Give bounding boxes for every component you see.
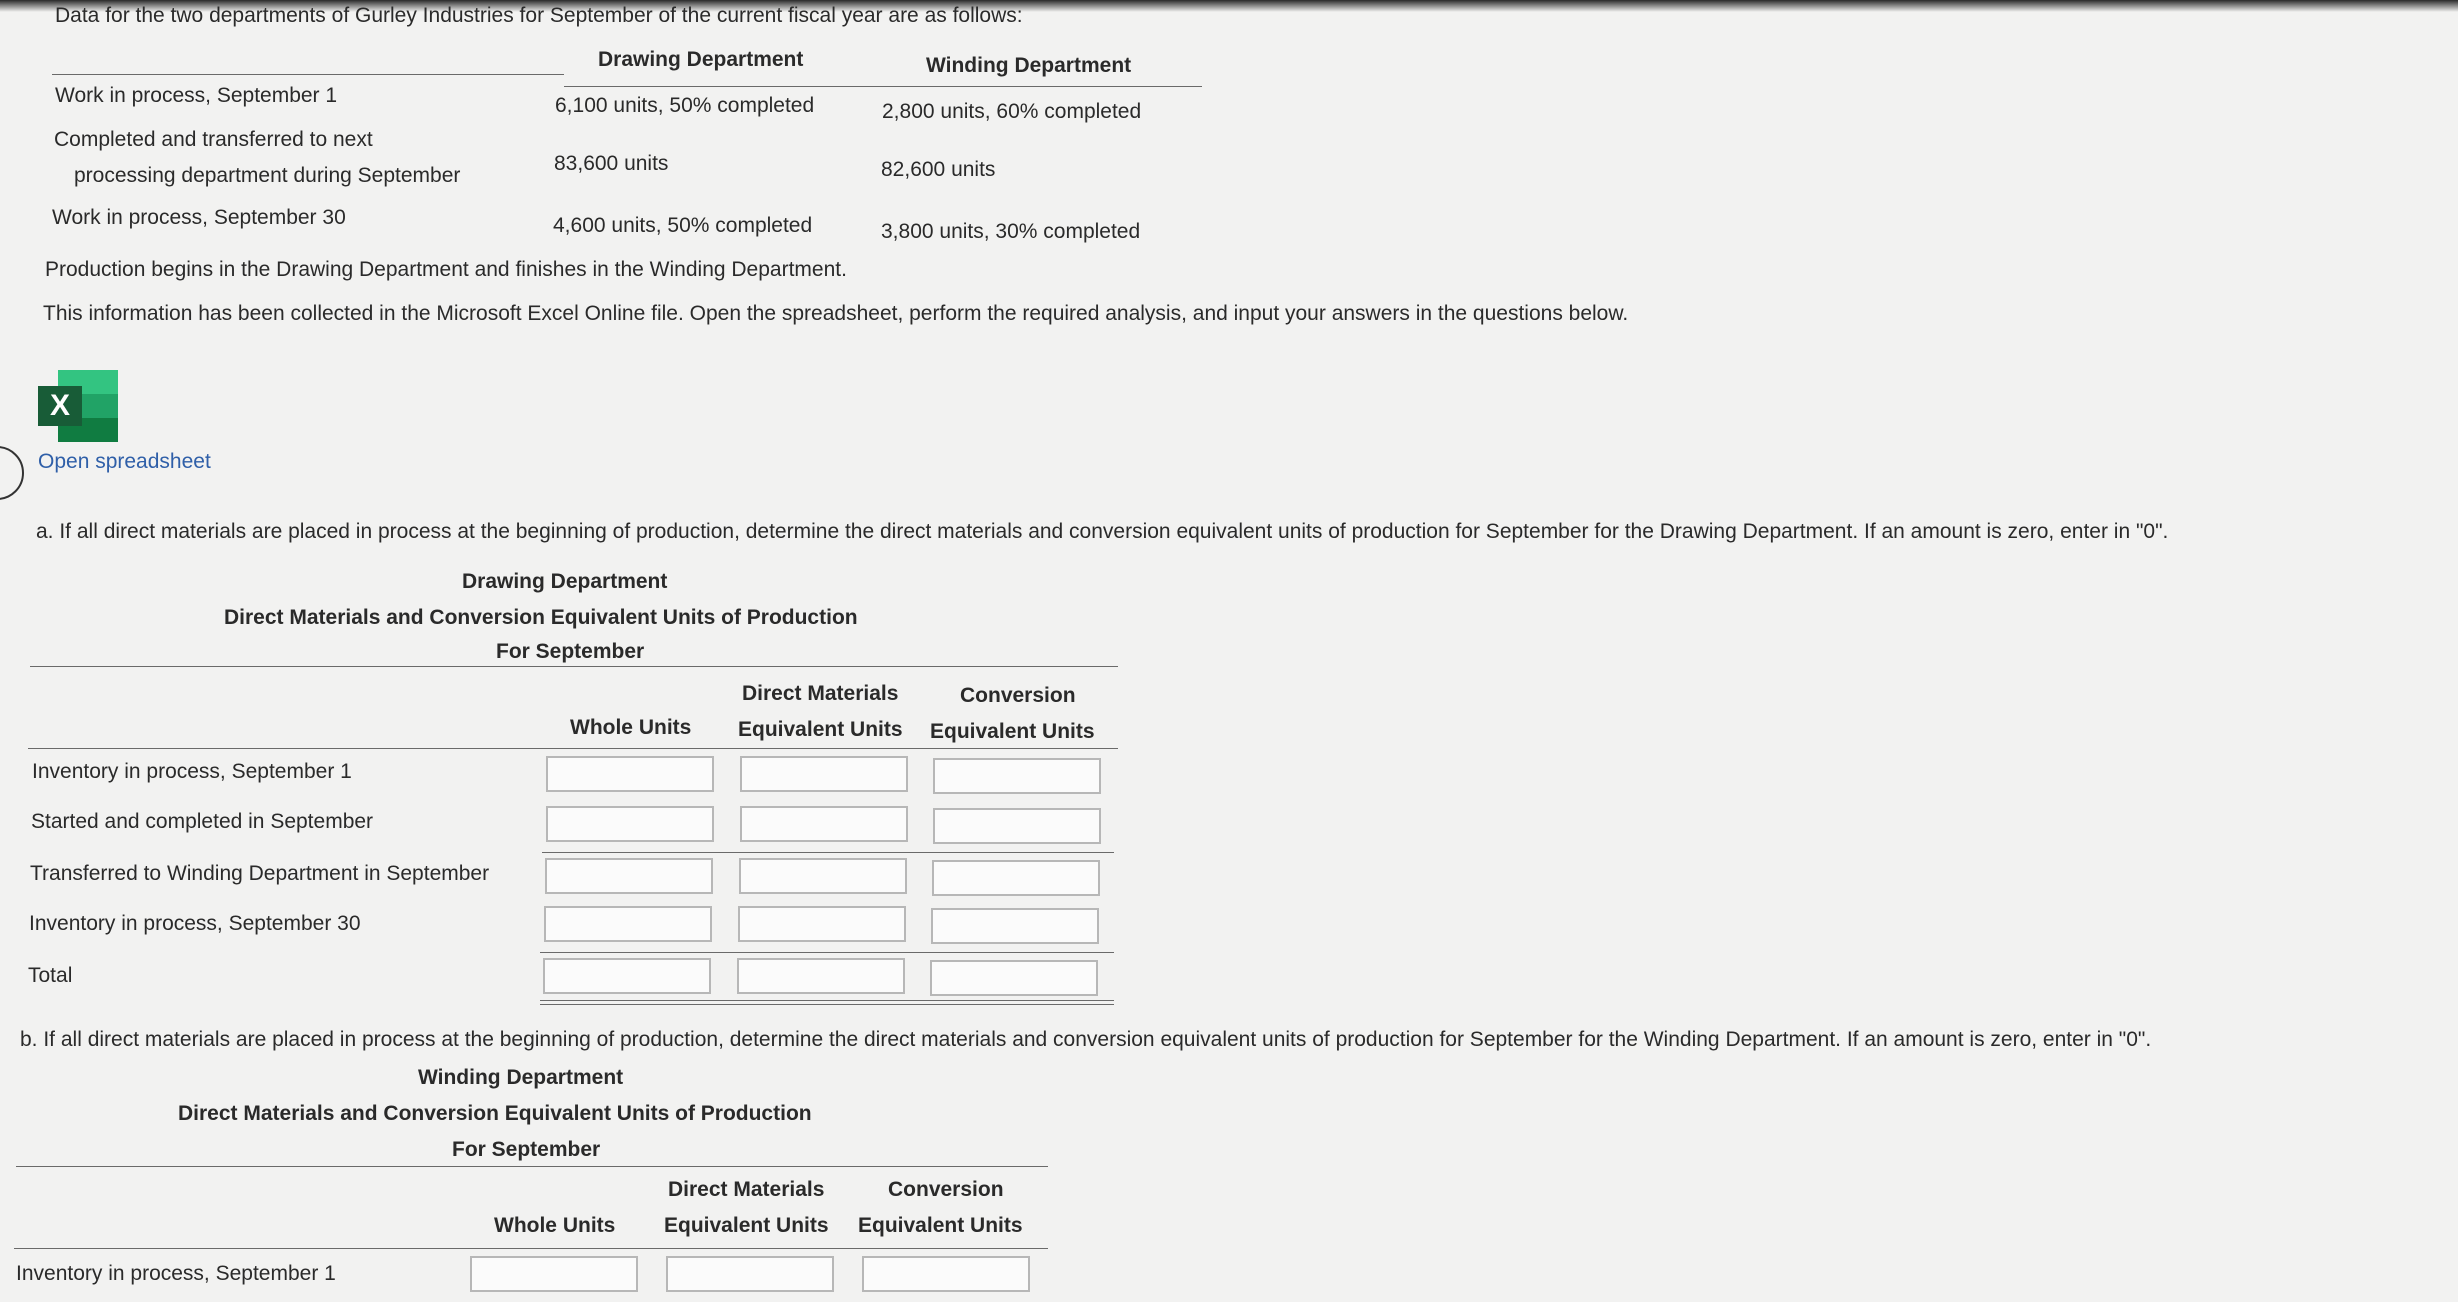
part-a-started-whole-input[interactable] <box>546 806 714 842</box>
part-a-title-2: Direct Materials and Conversion Equivalent Units of Production <box>224 606 858 629</box>
row-completed-winding: 82,600 units <box>881 158 996 181</box>
selection-bracket <box>0 446 24 500</box>
part-a-row-wip-sept1: Inventory in process, September 1 <box>32 760 352 783</box>
row-wip-sept30-drawing: 4,600 units, 50% completed <box>553 214 813 237</box>
part-a-col-dm-1: Direct Materials <box>742 682 899 705</box>
row-wip-sept1-winding: 2,800 units, 60% completed <box>882 100 1142 123</box>
part-a-header-rule <box>28 748 1118 749</box>
part-a-total-rule <box>540 952 1114 953</box>
intro-text: Data for the two departments of Gurley Industries for September of the current fiscal year are as follows: <box>55 4 1023 27</box>
excel-icon[interactable] <box>38 370 118 442</box>
part-a-transferred-dm-input[interactable] <box>739 858 907 894</box>
row-wip-sept1-drawing: 6,100 units, 50% completed <box>555 94 815 117</box>
part-a-transferred-conv-input[interactable] <box>932 860 1100 896</box>
part-a-started-dm-input[interactable] <box>740 806 908 842</box>
part-a-total-whole-input[interactable] <box>543 958 711 994</box>
part-a-wip-sept30-dm-input[interactable] <box>738 906 906 942</box>
data-table-rule <box>52 74 564 75</box>
production-note: Production begins in the Drawing Department and finishes in the Winding Department. <box>45 258 847 281</box>
header-winding: Winding Department <box>926 54 1132 77</box>
part-b-title-2: Direct Materials and Conversion Equivalent Units of Production <box>178 1102 812 1125</box>
excel-note: This information has been collected in the Microsoft Excel Online file. Open the spreadsheet, perform the required analysis, and input your answers in the questions below. <box>43 302 1629 325</box>
part-b-col-dm-1: Direct Materials <box>668 1178 825 1201</box>
part-b-title-3: For September <box>452 1138 601 1161</box>
row-completed-label-2: processing department during September <box>74 164 461 187</box>
part-b-row-wip-sept1: Inventory in process, September 1 <box>16 1262 336 1285</box>
part-a-double-rule-2 <box>540 1004 1114 1005</box>
part-b-col-dm-2: Equivalent Units <box>664 1214 829 1237</box>
part-a-wip-sept1-conv-input[interactable] <box>933 758 1101 794</box>
header-drawing: Drawing Department <box>598 48 804 71</box>
part-a-started-conv-input[interactable] <box>933 808 1101 844</box>
part-b-header-rule <box>14 1248 1048 1249</box>
part-a-row-total: Total <box>28 964 73 987</box>
part-b-title-1: Winding Department <box>418 1066 624 1089</box>
part-b-wip-sept1-whole-input[interactable] <box>470 1256 638 1292</box>
part-a-col-whole: Whole Units <box>570 716 692 739</box>
part-b-question: b. If all direct materials are placed in process at the beginning of production, determine the direct materials and conversion equivalent units of production for September for the Winding Department. If an amount is zero, enter in "0". <box>20 1028 2152 1051</box>
part-a-col-conv-2: Equivalent Units <box>930 720 1095 743</box>
part-a-title-1: Drawing Department <box>462 570 668 593</box>
row-completed-drawing: 83,600 units <box>554 152 669 175</box>
part-b-title-rule <box>16 1166 1048 1167</box>
part-a-wip-sept1-whole-input[interactable] <box>546 756 714 792</box>
part-b-col-conv-2: Equivalent Units <box>858 1214 1023 1237</box>
part-a-question: a. If all direct materials are placed in process at the beginning of production, determine the direct materials and conversion equivalent units of production for September for the Drawing Department. If an amount is zero, enter in "0". <box>36 520 2169 543</box>
row-wip-sept1-label: Work in process, September 1 <box>55 84 338 107</box>
part-a-total-conv-input[interactable] <box>930 960 1098 996</box>
part-a-double-rule-1 <box>540 1000 1114 1001</box>
part-b-col-whole: Whole Units <box>494 1214 616 1237</box>
part-b-wip-sept1-dm-input[interactable] <box>666 1256 834 1292</box>
data-table-rule-2 <box>564 86 1202 87</box>
part-a-transferred-whole-input[interactable] <box>545 858 713 894</box>
part-a-row-transferred: Transferred to Winding Department in September <box>30 862 490 885</box>
row-completed-label-1: Completed and transferred to next <box>54 128 373 151</box>
part-a-title-3: For September <box>496 640 645 663</box>
part-a-wip-sept1-dm-input[interactable] <box>740 756 908 792</box>
part-a-subtotal-rule <box>542 852 1114 853</box>
open-spreadsheet-link[interactable]: Open spreadsheet <box>38 450 211 473</box>
part-a-total-dm-input[interactable] <box>737 958 905 994</box>
part-b-col-conv-1: Conversion <box>888 1178 1004 1201</box>
part-a-col-conv-1: Conversion <box>960 684 1076 707</box>
part-a-title-rule <box>30 666 1118 667</box>
part-a-wip-sept30-conv-input[interactable] <box>931 908 1099 944</box>
part-a-row-started-completed: Started and completed in September <box>31 810 374 833</box>
part-a-col-dm-2: Equivalent Units <box>738 718 903 741</box>
excel-icon-letter: X <box>38 386 82 426</box>
part-a-wip-sept30-whole-input[interactable] <box>544 906 712 942</box>
row-wip-sept30-label: Work in process, September 30 <box>52 206 346 229</box>
part-b-wip-sept1-conv-input[interactable] <box>862 1256 1030 1292</box>
part-a-row-wip-sept30: Inventory in process, September 30 <box>29 912 361 935</box>
row-wip-sept30-winding: 3,800 units, 30% completed <box>881 220 1141 243</box>
